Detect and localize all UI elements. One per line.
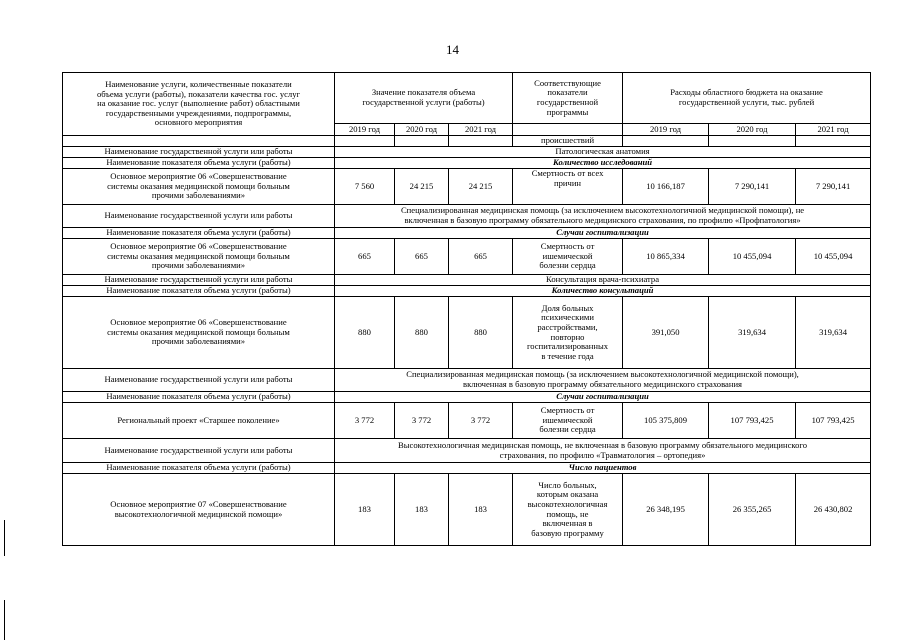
table-row	[63, 136, 871, 147]
value-2020: 665	[395, 239, 449, 275]
page-number: 14	[446, 42, 459, 57]
header-volume-value: Значение показателя объема государственной услуги (работы)	[335, 73, 513, 124]
volume-indicator-value: Количество консультаций	[335, 286, 871, 297]
row-label: Наименование показателя объема услуги (работы)	[63, 228, 335, 239]
volume-indicator-row	[63, 228, 871, 239]
volume-indicator-value: Количество исследований	[335, 158, 871, 169]
value-2021: 3 772	[449, 403, 513, 439]
indicator-cell: Число больных, которым оказана высокотехнологичная помощь, не включенная в базовую программу	[513, 474, 623, 546]
row-label: Наименование государственной услуги или работы	[63, 205, 335, 228]
activity-label: Основное мероприятие 06 «Совершенствование системы оказания медицинской помощи больным прочими заболеваниями»	[63, 239, 335, 275]
service-name-value: Патологическая анатомия	[335, 147, 871, 158]
expense-2019: 105 375,809	[623, 403, 709, 439]
service-name-row	[63, 205, 871, 228]
budget-table	[62, 72, 871, 546]
table-row	[63, 169, 871, 205]
expense-2021: 7 290,141	[796, 169, 871, 205]
value-2019: 665	[335, 239, 395, 275]
value-2021: 665	[449, 239, 513, 275]
value-2019: 3 772	[335, 403, 395, 439]
row-label: Наименование государственной услуги или работы	[63, 275, 335, 286]
header-budget-expenses: Расходы областного бюджета на оказание государственной услуги, тыс. рублей	[623, 73, 871, 124]
service-name-value: Специализированная медицинская помощь (за исключением высокотехнологичной медицинской помощи), не включенная в базовую программу обязательного медицинского страхования, по профилю «Профпатология»	[335, 205, 871, 228]
indicator-cell: Смертность от всех причин	[513, 169, 623, 205]
activity-label: Основное мероприятие 06 «Совершенствование системы оказания медицинской помощи больным прочими заболеваниями»	[63, 169, 335, 205]
volume-indicator-value: Случаи госпитализации	[335, 228, 871, 239]
volume-indicator-row	[63, 392, 871, 403]
margin-mark-top	[4, 520, 5, 556]
row-label: Наименование показателя объема услуги (работы)	[63, 392, 335, 403]
activity-label: Основное мероприятие 06 «Совершенствование системы оказания медицинской помощи больным прочими заболеваниями»	[63, 297, 335, 369]
value-2019: 7 560	[335, 169, 395, 205]
header-year-2020: 2020 год	[395, 124, 449, 136]
header-expense-year-2020: 2020 год	[709, 124, 796, 136]
value-2019: 880	[335, 297, 395, 369]
header-expense-year-2021: 2021 год	[796, 124, 871, 136]
row-label: Наименование государственной услуги или работы	[63, 369, 335, 392]
header-expense-year-2019: 2019 год	[623, 124, 709, 136]
volume-indicator-row	[63, 463, 871, 474]
expense-2021: 10 455,094	[796, 239, 871, 275]
service-name-value: Специализированная медицинская помощь (за исключением высокотехнологичной медицинской помощи), включенная в базовую программу обязательного медицинского страхования	[335, 369, 871, 392]
indicator-cell: происшествий	[513, 136, 623, 147]
volume-indicator-row	[63, 158, 871, 169]
service-name-value: Консультация врача-психиатра	[335, 275, 871, 286]
value-2019: 183	[335, 474, 395, 546]
expense-2020: 10 455,094	[709, 239, 796, 275]
expense-2020: 107 793,425	[709, 403, 796, 439]
table-row	[63, 403, 871, 439]
value-2021: 183	[449, 474, 513, 546]
expense-2020: 26 355,265	[709, 474, 796, 546]
row-label: Наименование показателя объема услуги (работы)	[63, 463, 335, 474]
value-2020: 880	[395, 297, 449, 369]
service-name-row	[63, 439, 871, 463]
indicator-cell: Доля больных психическими расстройствами, повторно госпитализированных в течение года	[513, 297, 623, 369]
volume-indicator-value: Число пациентов	[335, 463, 871, 474]
value-2020: 24 215	[395, 169, 449, 205]
value-2021: 880	[449, 297, 513, 369]
indicator-cell: Смертность от ишемической болезни сердца	[513, 403, 623, 439]
indicator-cell: Смертность от ишемической болезни сердца	[513, 239, 623, 275]
row-label: Наименование государственной услуги или работы	[63, 147, 335, 158]
value-2020: 3 772	[395, 403, 449, 439]
service-name-row	[63, 369, 871, 392]
service-name-row	[63, 147, 871, 158]
expense-2021: 107 793,425	[796, 403, 871, 439]
table-row	[63, 239, 871, 275]
row-label: Наименование государственной услуги или работы	[63, 439, 335, 463]
expense-2019: 10 865,334	[623, 239, 709, 275]
margin-mark-bottom	[4, 600, 5, 640]
expense-2020: 7 290,141	[709, 169, 796, 205]
expense-2021: 319,634	[796, 297, 871, 369]
service-name-value: Высокотехнологичная медицинская помощь, не включенная в базовую программу обязательного медицинского страхования, по профилю «Травматология – ортопедия»	[335, 439, 871, 463]
header-row	[63, 73, 871, 124]
expense-2020: 319,634	[709, 297, 796, 369]
expense-2019: 391,050	[623, 297, 709, 369]
header-year-2021: 2021 год	[449, 124, 513, 136]
header-year-2019: 2019 год	[335, 124, 395, 136]
table-row	[63, 474, 871, 546]
activity-label: Основное мероприятие 07 «Совершенствование высокотехнологичной медицинской помощи»	[63, 474, 335, 546]
volume-indicator-row	[63, 286, 871, 297]
row-label: Наименование показателя объема услуги (работы)	[63, 158, 335, 169]
header-program-indicators: Соответствующие показатели государственной программы	[513, 73, 623, 124]
header-empty-cell	[513, 124, 623, 136]
row-label: Наименование показателя объема услуги (работы)	[63, 286, 335, 297]
service-name-row	[63, 275, 871, 286]
header-service-name: Наименование услуги, количественные показатели объема услуги (работы), показатели качества гос. услуг на оказание гос. услуг (выполнение работ) областными государственными учреждениями, подпрограммы, основного мероприятия	[63, 73, 335, 136]
volume-indicator-value: Случаи госпитализации	[335, 392, 871, 403]
expense-2019: 10 166,187	[623, 169, 709, 205]
expense-2021: 26 430,802	[796, 474, 871, 546]
expense-2019: 26 348,195	[623, 474, 709, 546]
table-row	[63, 297, 871, 369]
activity-label: Региональный проект «Старшее поколение»	[63, 403, 335, 439]
value-2020: 183	[395, 474, 449, 546]
value-2021: 24 215	[449, 169, 513, 205]
